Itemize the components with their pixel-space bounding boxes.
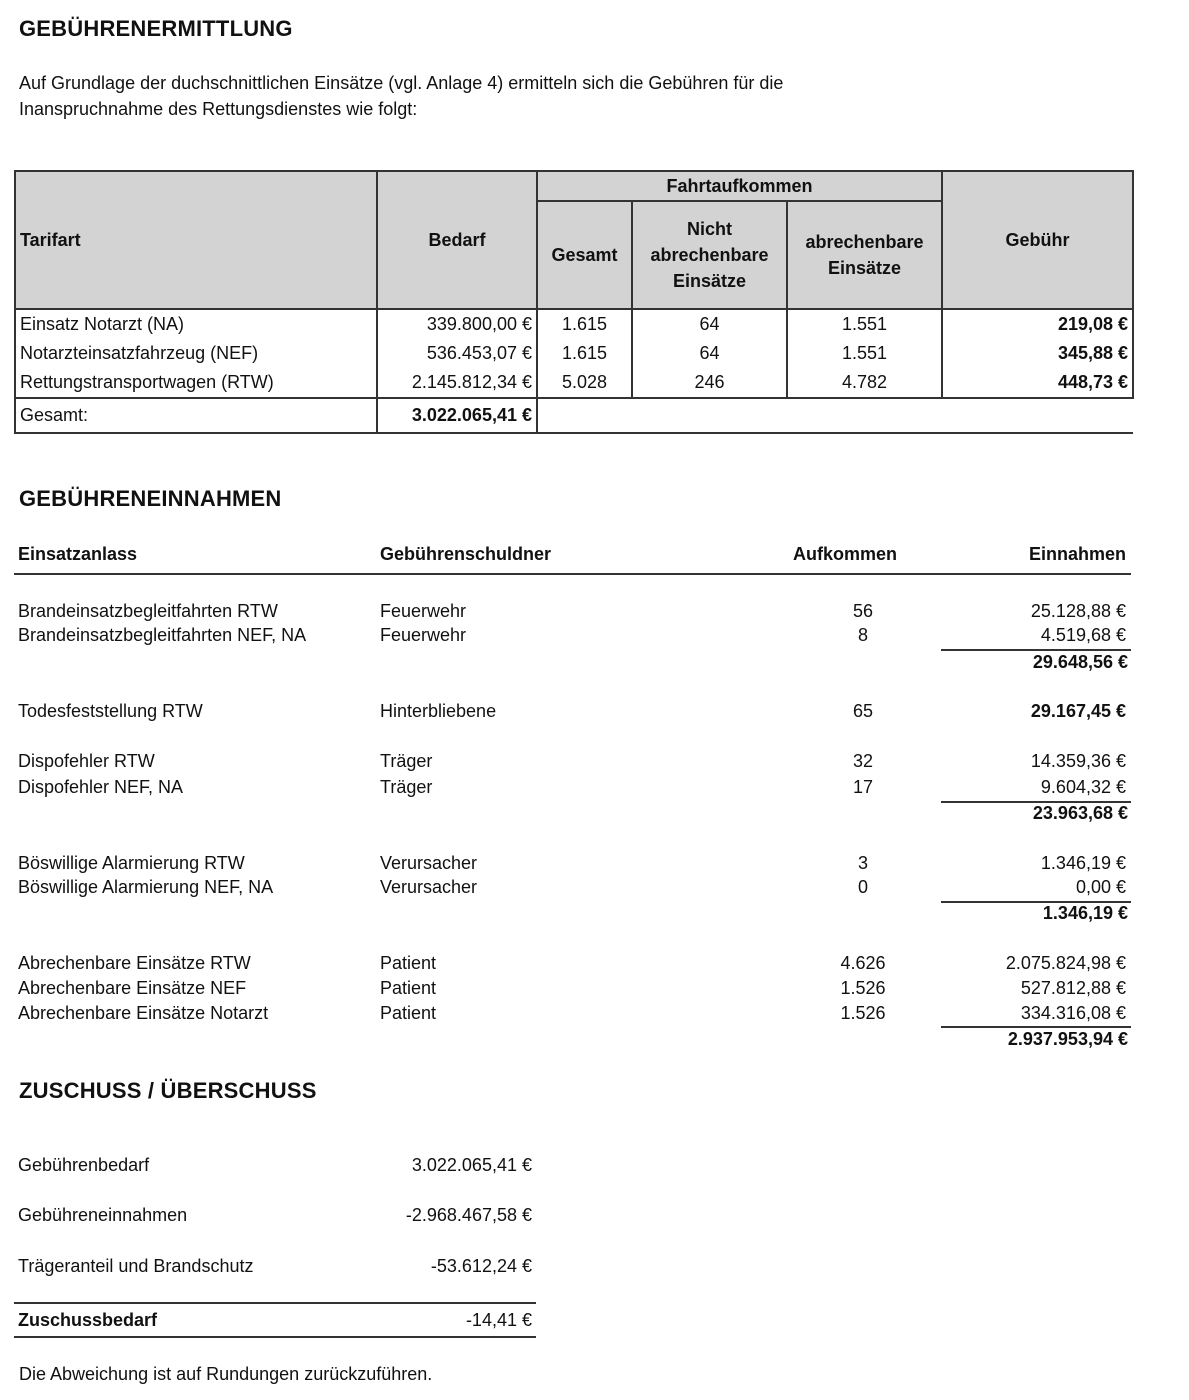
fee-calculation-table [14,170,1134,434]
einsatzanlass: Abrechenbare Einsätze RTW [18,953,251,973]
einnahmen: 527.812,88 € [1020,978,1126,998]
cell-bedarf: 2.145.812,34 € [377,368,537,398]
gebuehrenschuldner: Feuerwehr [380,601,467,621]
column-header-gebuehrenschuldner: Gebührenschuldner [380,544,552,564]
header-abrechenbar: abrechenbare Einsätze [787,201,942,309]
cell-nicht-abrechenbar: 64 [632,339,787,368]
header-tarifart: Tarifart [15,171,377,309]
cell-nicht-abrechenbar: 246 [632,368,787,398]
aufkommen: 3 [857,853,868,873]
intro-text [19,70,783,122]
cell-abrechenbar: 1.551 [787,339,942,368]
einnahmen: 14.359,36 € [1030,751,1126,771]
einnahmen: 1.346,19 € [1040,853,1126,873]
cell-gesamt: 5.028 [537,368,632,398]
total-value: 3.022.065,41 € [377,398,537,433]
einnahmen: 25.128,88 € [1030,601,1126,621]
list-item [18,701,1128,726]
cell-gebuehr: 448,73 € [942,368,1133,398]
cell-nicht-abrechenbar: 64 [632,309,787,339]
aufkommen: 17 [852,777,874,797]
gebuehrenschuldner: Feuerwehr [380,625,467,645]
table-row [15,339,1133,368]
gebuehrenschuldner: Verursacher [380,877,478,897]
aufkommen: 1.526 [840,978,886,998]
cell-gebuehr: 345,88 € [942,339,1133,368]
list-item [18,625,1128,650]
gebuehrenschuldner: Patient [380,953,437,973]
einsatzanlass: Brandeinsatzbegleitfahrten RTW [18,601,278,621]
section-heading-zuschuss: ZUSCHUSS / ÜBERSCHUSS [19,1078,317,1103]
aufkommen: 1.526 [840,1003,886,1023]
total-label: Gesamt: [15,398,377,433]
subtotal-value: 29.648,56 € [1032,652,1128,672]
result-label: Zuschussbedarf [18,1310,158,1330]
einsatzanlass: Abrechenbare Einsätze Notarzt [18,1003,269,1023]
list-item [18,601,1128,626]
einnahmen: 4.519,68 € [1040,625,1126,645]
einsatzanlass: Böswillige Alarmierung RTW [18,853,245,873]
cell-tarifart: Einsatz Notarzt (NA) [15,309,377,339]
summary-value: 3.022.065,41 € [411,1155,532,1175]
summary-label: Gebühreneinnahmen [18,1205,188,1225]
summary-label: Gebührenbedarf [18,1155,150,1175]
result-bottom-rule [14,1336,536,1338]
section-heading-gebuehrenermittlung: GEBÜHRENERMITTLUNG [19,16,293,41]
table-row [15,368,1133,398]
aufkommen: 65 [852,701,874,721]
header-gesamt: Gesamt [537,201,632,309]
cell-bedarf: 339.800,00 € [377,309,537,339]
einnahmen: 29.167,45 € [1030,701,1126,721]
einsatzanlass: Böswillige Alarmierung NEF, NA [18,877,274,897]
gebuehrenschuldner: Träger [380,751,433,771]
aufkommen: 32 [852,751,874,771]
list-item [18,751,1128,776]
total-blank [537,398,1133,433]
einsatzanlass: Dispofehler RTW [18,751,155,771]
cell-gesamt: 1.615 [537,339,632,368]
gebuehrenschuldner: Patient [380,978,437,998]
aufkommen: 4.626 [840,953,886,973]
einnahmen: 334.316,08 € [1020,1003,1126,1023]
list-item [18,953,1128,978]
cell-gebuehr: 219,08 € [942,309,1133,339]
subtotal-value: 2.937.953,94 € [1007,1029,1128,1049]
section-heading-gebuehreneinnahmen: GEBÜHRENEINNAHMEN [19,486,282,511]
list-item [18,978,1128,1003]
einnahmen: 2.075.824,98 € [1005,953,1126,973]
cell-tarifart: Notarzteinsatzfahrzeug (NEF) [15,339,377,368]
column-header-einsatzanlass: Einsatzanlass [18,544,138,564]
list-item [18,853,1128,878]
rounding-note: Die Abweichung ist auf Rundungen zurückzuführen. [19,1364,433,1384]
cell-abrechenbar: 4.782 [787,368,942,398]
summary-label: Trägeranteil und Brandschutz [18,1256,254,1276]
header-gebuehr: Gebühr [942,171,1133,309]
einnahmen: 9.604,32 € [1040,777,1126,797]
header-fahrtaufkommen: Fahrtaufkommen [537,171,942,201]
einnahmen: 0,00 € [1075,877,1126,897]
summary-value: -53.612,24 € [430,1256,532,1276]
list-item [18,877,1128,902]
result-value: -14,41 € [465,1310,532,1330]
einsatzanlass: Brandeinsatzbegleitfahrten NEF, NA [18,625,307,645]
header-nicht-abrechenbar: Nicht abrechenbare Einsätze [632,201,787,309]
header-bedarf: Bedarf [377,171,537,309]
summary-value: -2.968.467,58 € [405,1205,532,1225]
aufkommen: 0 [857,877,868,897]
gebuehrenschuldner: Hinterbliebene [380,701,497,721]
result-top-rule [14,1302,536,1304]
header-divider [14,573,1131,575]
einsatzanlass: Dispofehler NEF, NA [18,777,184,797]
list-item [18,1003,1128,1028]
gebuehrenschuldner: Patient [380,1003,437,1023]
column-header-einnahmen: Einnahmen [1028,544,1126,564]
intro-line-1: Auf Grundlage der duchschnittlichen Einsätze (vgl. Anlage 4) ermitteln sich die Gebühren für die [19,73,784,93]
intro-line-2: Inanspruchnahme des Rettungsdienstes wie folgt: [19,99,418,119]
table-total-row [15,398,1133,433]
einsatzanlass: Todesfeststellung RTW [18,701,203,721]
aufkommen: 8 [857,625,868,645]
cell-gesamt: 1.615 [537,309,632,339]
subtotal-rule [941,649,1131,651]
subtotal-value: 23.963,68 € [1032,803,1128,823]
aufkommen: 56 [852,601,874,621]
list-item [18,777,1128,802]
einsatzanlass: Abrechenbare Einsätze NEF [18,978,247,998]
cell-abrechenbar: 1.551 [787,309,942,339]
subtotal-value: 1.346,19 € [1042,903,1128,923]
cell-bedarf: 536.453,07 € [377,339,537,368]
gebuehrenschuldner: Träger [380,777,433,797]
subtotal-rule [941,1026,1131,1028]
cell-tarifart: Rettungstransportwagen (RTW) [15,368,377,398]
table-row [15,309,1133,339]
gebuehrenschuldner: Verursacher [380,853,478,873]
column-header-aufkommen: Aufkommen [792,544,897,564]
